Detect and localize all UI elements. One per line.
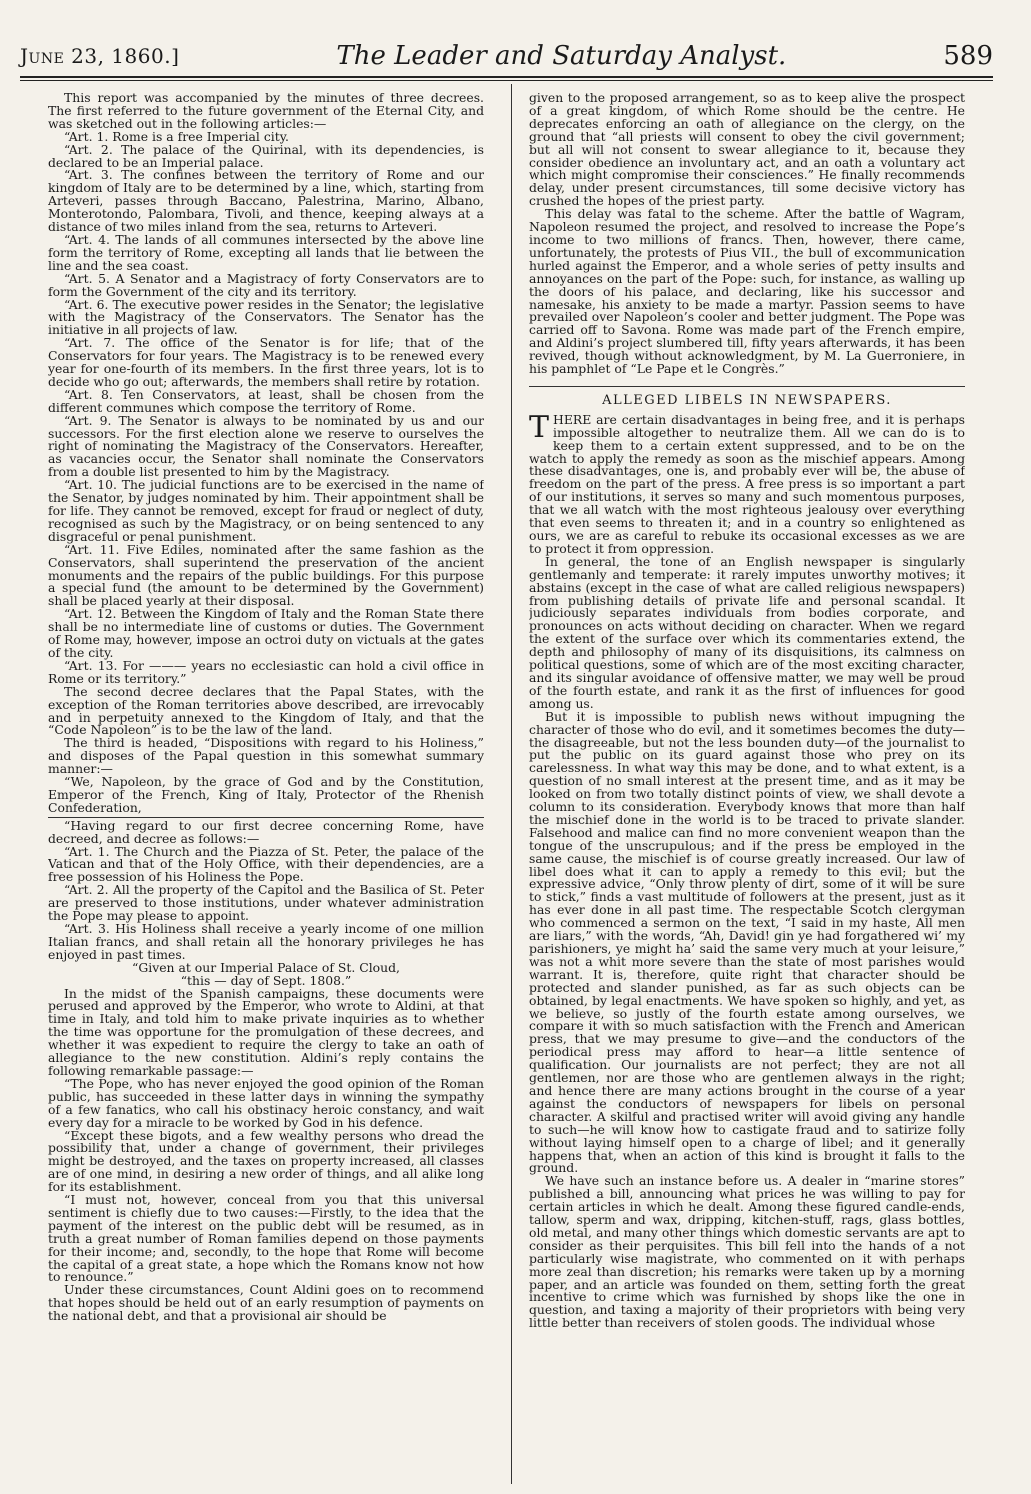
paragraph: “Art. 3. The confines between the territory of Rome and our kingdom of Italy are to be determined by a line, which, starting from Arteveri, passes through Baccano, Palestrina, Marino, Albano, Monterotondo, Palombara, Tivoli, and thence, keeping always at a distance of two miles inland from the sea, returns to Arteveri. [48, 167, 484, 235]
paragraph: We have such an instance before us. A dealer in “marine stores” published a bill, announcing what prices he was willing to pay for certain articles in which he dealt. Among these figured candle-ends, tallow, sperm and wax, dripping, kitchen-stuff, rags, glass bottles, old metal, and many other things which domestic servants are apt to consider as their perquisites. This bill fell into the hands of a not particularly wise magistrate, who commented on it with perhaps more zeal than discretion; his remarks were taken up by a morning paper, and an article was founded on them, setting forth the great incentive to crime which was furnished by shops like the one in question, and taxing a majority of their proprietors with being very little better than receivers of stolen goods. The individual whose [529, 1173, 965, 1331]
paragraph: “Art. 11. Five Ediles, nominated after the same fashion as the Conservators, shall superintend the preservation of the ancient monuments and the repairs of the public buildings. For this purpose a special fund (the amount to be determined by the Government) shall be placed yearly at their disposal. [48, 541, 484, 609]
paragraph: “Art. 8. Ten Conservators, at least, shall be chosen from the different communes which compose the territory of Rome. [48, 386, 484, 415]
paragraph: Under these circumstances, Count Aldini goes on to recommend that hopes should be held out of an early resumption of payments on the national debt, and that a provisional air should be [48, 1282, 484, 1324]
section-divider [529, 386, 965, 387]
publication-title: The Leader and Saturday Analyst. [336, 41, 787, 71]
paragraph: “Except these bigots, and a few wealthy persons who dread the possibility that, under a change of government, their privileges might be destroyed, and the taxes on property increased, all classes are of one mind, in desiring a new order of things, and all alike long for its establishment. [48, 1127, 484, 1195]
paragraph: “Art. 2. All the property of the Capitol and the Basilica of St. Peter are preserved to those institutions, under whatever administration the Pope may please to appoint. [48, 882, 484, 924]
paragraph: In the midst of the Spanish campaigns, these documents were perused and approved by the Emperor, who wrote to Aldini, at that time in Italy, and told him to make private inquiries as to whether the time was opportune for the promulgation of these decrees, and whether it was expedient to require the clergy to take an oath of allegiance to the new constitution. Aldini’s reply contains the following remarkable passage:— [48, 985, 484, 1078]
paragraph: “Art. 10. The judicial functions are to be exercised in the name of the Senator, by judges nominated by him. Their appointment shall be for life. They cannot be removed, except for fraud or neglect of duty, recognised as such by the Magistracy, or on being sentenced to any disgraceful or penal punishment. [48, 477, 484, 544]
paragraph: But it is impossible to publish news without impugning the character of those who do evil, and it sometimes becomes the duty—the disagreeable, but not the less bounden duty—of the journalist to put the public on its guard against those who prey on its carelessness. In what way this may be done, and to what extent, is a question of no small interest at the present time, and as it may be looked on from two totally distinct points of view, we shall devote a column to its consideration. Everybody knows that more than half the mischief done in the world is to be traced to private slander. Falsehood and malice can find no more convenient weapon than the tongue of the unscrupulous; and if the press be employed in the same cause, the mischief is of course greatly increased. Our law of libel does what it can to apply a remedy to this evil; but the expressive advice, “Only throw plenty of dirt, some of it will be sure to stick,” finds a vast multitude of followers at the present, just as it has ever done in all past time. The respectable Scotch clergyman who commenced a sermon on the text, “I said in my haste, All men are liars,” with the words, “Ah, David! gin ye had forgathered wi’ my parishioners, ye might ha’ said the same very much at your leisure,” was not a whit more severe than the state of most parishes would warrant. It is, therefore, quite right that character should be protected and slander punished, as far as such objects can be obtained, by legal enactments. We have spoken so highly, and yet, as we believe, so justly of the fourth estate among ourselves, we compare it with so much satisfaction with the French and American press, that we may presume to give—and the conductors of the periodical press may afford to hear—a little sentence of qualification. Our journalists are not perfect; they are not all gentlemen, nor are those who are gentlemen always in the right; and hence there are many actions brought in the course of a year against the conductors of newspapers for libels on personal character. A skilful and practised writer will avoid giving any handle to such—he will know how to castigate fraud and to satirize folly without laying himself open to a charge of libel; and it generally happens that, when an action of this kind is brought it falls to the ground. [529, 708, 965, 1176]
left-column [48, 92, 484, 1482]
paragraph: “Art. 12. Between the Kingdom of Italy and the Roman State there shall be no intermediate line of customs or duties. The Government of Rome may, however, impose an octroi duty on victuals at the gates of the city. [48, 606, 484, 660]
paragraph: In general, the tone of an English newspaper is singularly gentlemanly and temperate: it rarely imputes unworthy motives; it abstains (except in the case of what are called religious newspapers) from publishing details of private life and personal scandal. It judiciously separates individuals from bodies corporate, and pronounces on acts without deciding on character. When we regard the extent of the surface over which its commentaries extend, the depth and philosophy of many of its disquisitions, its calmness on political questions, some of which are of the most exciting character, and its singular avoidance of offensive matter, we may well be proud of the fourth estate, and rank it as the first of influences for good among us. [529, 553, 965, 711]
signature-date: “this — day of Sept. 1808.” [180, 972, 352, 988]
paragraph: “Having regard to our first decree concerning Rome, have decreed, and decree as follows:— [48, 817, 484, 846]
column-divider [511, 84, 512, 1484]
paragraph: “Art. 1. Rome is a free Imperial city. [64, 128, 289, 144]
paragraph: “Art. 4. The lands of all communes intersected by the above line form the territory of Rome, excepting all lands that lie between the line and the sea coast. [48, 231, 484, 273]
paragraph: “Art. 5. A Senator and a Magistracy of forty Conservators are to form the Government of the city and its territory. [48, 270, 484, 299]
paragraph: “I must not, however, conceal from you that this universal sentiment is chiefly due to two causes:—Firstly, to the idea that the payment of the interest on the public debt will be resumed, as in truth a great number of Roman families depend on those payments for their income; and, secondly, to the hope that Rome will become the capital of a great state, a hope which the Romans know not how to renounce.” [48, 1192, 484, 1285]
paragraph: “Art. 3. His Holiness shall receive a yearly income of one million Italian francs, and shall retain all the honorary privileges he has enjoyed in past times. [48, 921, 484, 962]
masthead [20, 36, 993, 78]
article-heading: ALLEGED LIBELS IN NEWSPAPERS. [602, 392, 892, 408]
paragraph: “The Pope, who has never enjoyed the good opinion of the Roman public, has succeeded in these latter days in winning the sympathy of a few fanatics, who call his obstinacy heroic constancy, and wait every day for a miracle to be worked by God in his defence. [48, 1075, 484, 1130]
signature-line: “Given at our Imperial Palace of St. Cloud, [132, 959, 400, 975]
paragraph-text: HERE are certain disadvantages in being free, and it is perhaps impossible altogether to neutralize them. All we can do is to keep them to a certain extent suppressed, and to be on the watch to apply the remedy as soon as the mischief appears. Among these disadvantages, one is, and probably ever will be, the abuse of freedom on the part of the press. A free press is so important a part of our institutions, it serves so many and such momentous purposes, that we all watch with the most righteous jealousy over everything that even seems to threaten it; and in a country so enlightened as ours, we are as careful to rebuke its occasional excesses as we are to protect it from oppression. [529, 411, 965, 556]
article-lead-paragraph [529, 409, 965, 556]
paragraph: “Art. 7. The office of the Senator is for life; that of the Conservators for four years. The Magistracy is to be renewed every year for one-fourth of its members. In the first three years, lot is to decide who go out; afterwards, the members shall retire by rotation. [48, 335, 484, 389]
issue-date: June 23, 1860.] [20, 44, 180, 68]
paragraph: “We, Napoleon, by the grace of God and by the Constitution, Emperor of the French, King of Italy, Protector of the Rhenish Confederation, [48, 774, 484, 815]
paragraph: The second decree declares that the Papal States, with the exception of the Roman territories above described, are irrevocably and in perpetuity annexed to the Kingdom of Italy, and that the “Code Napoleon” is to be the law of the land. [48, 683, 484, 738]
drop-cap: T [529, 409, 550, 445]
paragraph: “Art. 2. The palace of the Quirinal, with its dependencies, is declared to be an Imperial palace. [48, 141, 484, 170]
paragraph: This report was accompanied by the minutes of three decrees. The first referred to the future government of the Eternal City, and was sketched out in the following articles:— [48, 92, 484, 131]
page-number: 589 [943, 41, 993, 71]
paragraph: “Art. 13. For ——— years no ecclesiastic can hold a civil office in Rome or its territory.” [48, 657, 484, 686]
right-column [529, 92, 965, 1482]
paragraph: given to the proposed arrangement, so as to keep alive the prospect of a great kingdom, of which Rome should be the centre. He deprecates enforcing an oath of allegiance on the clergy, on the ground that “all priests will consent to obey the civil government; but all will not consent to swear allegiance to it, because they consider obedience an involuntary act, and an oath a voluntary act which might compromise their consciences.” He finally recommends delay, under present circumstances, till some decisive victory has crushed the hopes of the priest party. [529, 92, 965, 209]
paragraph: “Art. 9. The Senator is always to be nominated by us and our successors. For the first election alone we reserve to ourselves the right of nominating the Magistracy of the Conservators. Hereafter, as vacancies occur, the Senator shall nominate the Conservators from a double list presented to him by the Magistracy. [48, 412, 484, 480]
paragraph: “Art. 1. The Church and the Piazza of St. Peter, the palace of the Vatican and that of the Holy Office, with their dependencies, are a free possession of his Holiness the Pope. [48, 843, 484, 885]
paragraph: The third is headed, “Dispositions with regard to his Holiness,” and disposes of the Papal question in this somewhat summary manner:— [48, 735, 484, 777]
paragraph: “Art. 6. The executive power resides in the Senator; the legislative with the Magistracy of the Conservators. The Senator has the initiative in all projects of law. [48, 296, 484, 338]
paragraph: This delay was fatal to the scheme. After the battle of Wagram, Napoleon resumed the project, and resolved to increase the Pope’s income to two millions of francs. Then, however, there came, unfortunately, the protests of Pius VII., the bull of excommunication hurled against the Emperor, and a whole series of petty insults and annoyances on the part of the Pope: such, for instance, as walling up the doors of his palace, and declaring, like his successor and namesake, his anxiety to be made a martyr. Passion seems to have prevailed over Napoleon’s cooler and better judgment. The Pope was carried off to Savona. Rome was made part of the French empire, and Aldini’s project slumbered till, fifty years afterwards, it has been revived, though without acknowledgment, by M. La Guerroniere, in his pamphlet of “Le Pape et le Congrès.” [529, 206, 965, 377]
